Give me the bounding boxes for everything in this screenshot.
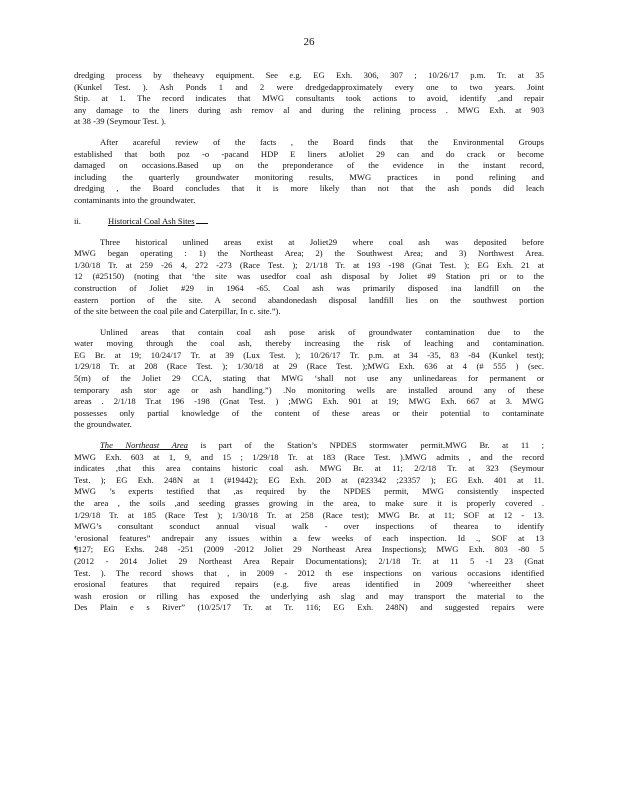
text-line: 1/29/18 Tr. at 208 (Race Test. ); 1/30/18 at 29 (Race Test. );MWG Exh. 636 at 4 (# 555 ) (sec. bbox=[74, 361, 544, 372]
text-line: dredging process by theheavy equipment. See e.g. EG Exh. 306, 307 ; 10/26/17 p.m. Tr. at 35 bbox=[74, 70, 544, 80]
text-line: Des Plain e s River” (10/25/17 Tr. at Tr. 116; EG Exh. 248N) and suggested repairs were bbox=[74, 602, 544, 613]
text-line: damaged on occasions.Based up on the preponderance of the evidence in the instant record, bbox=[74, 160, 544, 171]
text-line: MWG began operating : 1) the Northeast Area; 2) the Southwest Area; and 3) Northwest Area. bbox=[74, 248, 544, 259]
text-line: water moving through the coal ash, thereby increasing the risk of leaching and contamination. bbox=[74, 338, 544, 349]
text-line: Unlined areas that contain coal ash pose arisk of groundwater contamination due to the bbox=[100, 326, 544, 337]
text-line: eastern portion of the site. A second abandonedash disposal landfill lies on the southwest portion bbox=[74, 294, 544, 305]
text-line-rest: is part of the Station’s NPDES stormwater permit.MWG Br. at 11 ; bbox=[200, 440, 544, 451]
text-line: wash erosion or rilling has exposed the underlying ash slag and may transport the material to the bbox=[74, 590, 544, 601]
text-line: contaminants into the groundwater. bbox=[74, 194, 196, 205]
paragraph-board-finding bbox=[74, 137, 544, 207]
text-line: indicates ,that this area contains historic coal ash. MWG Br. at 11; 2/2/18 Tr. at 323 (Seymour bbox=[74, 463, 544, 474]
document-body bbox=[74, 70, 544, 623]
text-line: (Kunkel Test. ). Ash Ponds 1 and 2 were dredgedapproximately every one to two years. Joint bbox=[74, 81, 544, 92]
text-line: the groundwater. bbox=[74, 419, 132, 430]
northeast-area-lead: The Northeast Area bbox=[100, 440, 188, 451]
text-line: the area , the soils ,and seeding grasses growing in the area, to make sure it is properly covered . bbox=[74, 498, 544, 508]
text-line: areas . 2/1/18 Tr.at 196 -198 (Gnat Test. ) ;MWG Exh. 901 at 19; MWG Exh. 667 at 3. MWG bbox=[74, 396, 544, 407]
text-line: construction of Joliet #29 in 1964 -65. Coal ash was primarily disposed ina landfill on the bbox=[74, 282, 544, 293]
text-line: Three historical unlined areas exist at Joliet29 where coal ash was deposited before bbox=[100, 236, 544, 247]
text-line: 1/29/18 Tr. at 185 (Race Test ); 1/30/18 Tr. at 258 (Race test); MWG Br. at 11; SOF at 12 - 13. bbox=[74, 509, 544, 520]
paragraph-dredging bbox=[74, 70, 544, 128]
text-line: MWG’s consultant sconduct annual visual walk - over inspections of thearea to identify bbox=[74, 521, 544, 532]
text-line: MWG Exh. 603 at 1, 9, and 15 ; 1/29/18 Tr. at 183 (Race Test. ).MWG admits , and the record bbox=[74, 451, 544, 462]
text-line: (2012 - 2014 Joliet 29 Northeast Area Repair Documentations); 2/1/18 Tr. at 11 5 -1 23 (Gnat bbox=[74, 555, 544, 566]
section-number: ii. bbox=[74, 215, 81, 226]
text-line: any damage to the liners during ash remov al and during the relining process . MWG Exh. at 903 bbox=[74, 104, 544, 115]
text-line: established that both poz -o -pacand HDP E liners atJoliet 29 can and do crack or become bbox=[74, 148, 544, 159]
section-heading bbox=[74, 216, 544, 228]
text-line: temporary ash stor age or ash handling.”) .No monitoring wells are installed around any of these bbox=[74, 384, 544, 395]
heading-underline-extension bbox=[196, 223, 208, 224]
text-line: After acareful review of the facts , the Board finds that the Environmental Groups bbox=[100, 136, 544, 147]
section-title: Historical Coal Ash Sites bbox=[108, 215, 195, 226]
text-line: dredging , the Board concludes that it is more likely than not that the ash ponds did leach bbox=[74, 183, 544, 194]
paragraph-unlined-areas bbox=[74, 327, 544, 431]
text-line: including the quarterly groundwater monitoring results, MWG practices in pond relining and bbox=[74, 171, 544, 182]
text-line: erosional features that required repairs (e.g. five areas identified in 2009 ‘whereeither sheet bbox=[74, 579, 544, 590]
text-line: MWG ’s experts testified that ,as required by the NPDES permit, MWG consistently inspected bbox=[74, 486, 544, 497]
text-line: EG Br. at 19; 10/24/17 Tr. at 39 (Lux Test. ); 10/26/17 Tr. p.m. at 34 -35, 83 -84 (Kunkel test); bbox=[74, 349, 544, 360]
text-line: ¶127; EG Exhs. 248 -251 (2009 -2012 Joliet 29 Northeast Area Inspections); MWG Exh. 803 -80 5 bbox=[74, 544, 544, 555]
text-line: 1/30/18 Tr. at 259 -26 4, 272 -273 (Race Test. ); 2/1/18 Tr. at 193 -198 (Gnat Test. ); EG Exh. 21 at bbox=[74, 259, 544, 270]
text-line: Test. ). The record shows that , in 2009 - 2012 th ese inspections on various occasions identified bbox=[74, 567, 544, 578]
text-line: Stip. at 1. The record indicates that MWG consultants took actions to avoid, identify ,and repair bbox=[74, 93, 544, 104]
paragraph-historical-areas bbox=[74, 237, 544, 318]
text-line: 12 (#25150) (noting that ‘the site was usedfor coal ash disposal by Joliet #9 Station pri or to the bbox=[74, 271, 544, 282]
text-line: ‘erosional features” andrepair any issues within a few weeks of each inspection. Id ., SOF at 13 bbox=[74, 532, 544, 543]
text-line bbox=[74, 440, 544, 452]
text-line: at 38 -39 (Seymour Test. ). bbox=[74, 116, 167, 127]
paragraph-northeast-area bbox=[74, 440, 544, 614]
page-number: 26 bbox=[303, 36, 315, 48]
text-line: 5(m) of the Joliet 29 CCA, stating that MWG ‘shall not use any unlinedareas for permanent or bbox=[74, 373, 544, 384]
text-line: Test. ); EG Exh. 248N at 1 (#19442); EG Exh. 20D at (#23342 ;23357 ); EG Exh. 401 at 11. bbox=[74, 474, 544, 485]
text-line: of the site between the coal pile and Caterpillar, In c. site.”). bbox=[74, 306, 281, 317]
text-line: possesses only partial knowledge of the content of these areas or their potential to contaminate bbox=[74, 407, 544, 418]
